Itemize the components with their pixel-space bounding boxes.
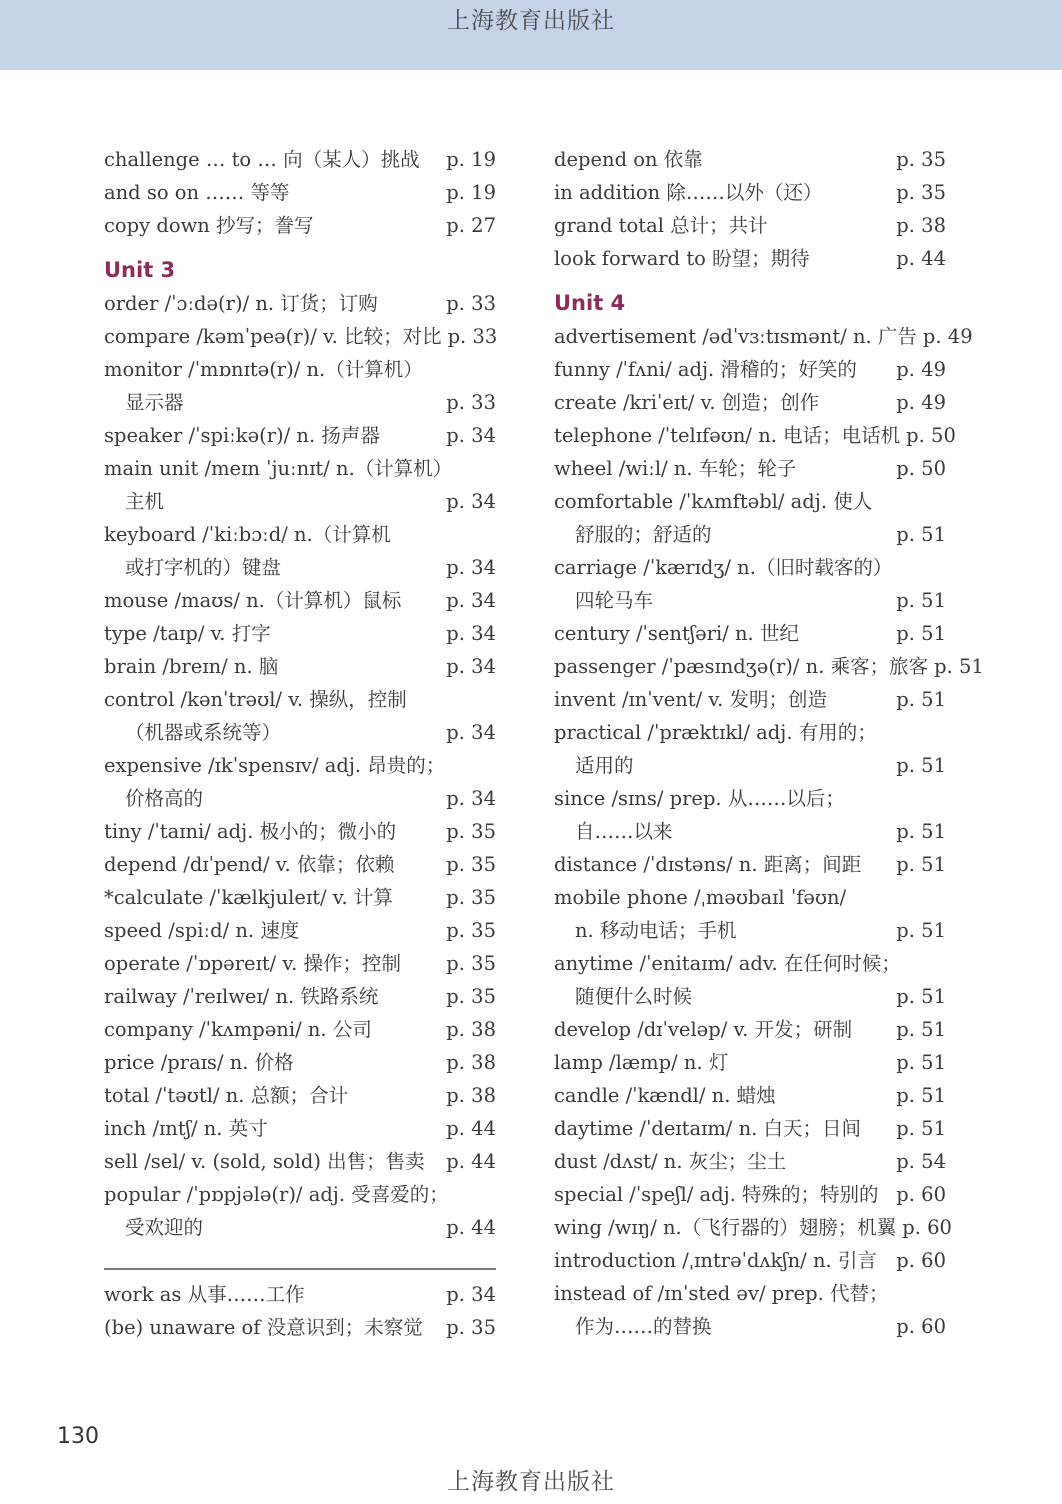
- vocab-row: [104, 419, 496, 452]
- vocab-page-ref: p. 60: [902, 1216, 952, 1239]
- vocab-row: [104, 980, 496, 1013]
- vocab-row: [104, 287, 496, 320]
- vocab-term: century /ˈsentʃəri/ n. 世纪: [554, 622, 799, 645]
- vocab-page-ref: p. 35: [446, 820, 496, 843]
- vocab-page-ref: p. 35: [896, 148, 946, 171]
- vocab-row: [554, 518, 946, 551]
- vocab-term: (be) unaware of 没意识到；未察觉: [104, 1316, 423, 1339]
- vocab-term: special /ˈspeʃl/ adj. 特殊的；特别的: [554, 1183, 879, 1206]
- vocab-term: control /kənˈtrəʊl/ v. 操纵，控制: [104, 688, 407, 711]
- vocab-row: [104, 716, 496, 749]
- vocab-term: 随便什么时候: [575, 985, 693, 1008]
- vocab-row: [104, 1046, 496, 1079]
- vocab-row: [104, 848, 496, 881]
- vocab-term: 作为……的替换: [575, 1315, 712, 1338]
- vocab-term: mouse /maʊs/ n.（计算机）鼠标: [104, 589, 402, 612]
- vocab-row: [554, 1145, 946, 1178]
- vocab-row: [104, 584, 496, 617]
- vocab-row: [554, 209, 946, 242]
- vocab-row: [104, 320, 496, 353]
- vocab-term: candle /ˈkændl/ n. 蜡烛: [554, 1084, 776, 1107]
- vocab-term: speed /spiːd/ n. 速度: [104, 919, 300, 942]
- vocab-page-ref: p. 35: [446, 886, 496, 909]
- vocab-page-ref: p. 38: [446, 1051, 496, 1074]
- vocab-page-ref: p. 35: [446, 1316, 496, 1339]
- vocab-term: depend /dɪˈpend/ v. 依靠；依赖: [104, 853, 395, 876]
- vocab-page-ref: p. 38: [446, 1084, 496, 1107]
- vocab-page-ref: p. 54: [896, 1150, 946, 1173]
- vocab-page-ref: p. 38: [896, 214, 946, 237]
- vocab-row: [104, 947, 496, 980]
- vocab-row: [554, 485, 946, 518]
- vocab-row: [104, 1211, 496, 1244]
- right-column: [554, 143, 984, 1343]
- vocab-term: work as 从事……工作: [104, 1283, 305, 1306]
- vocab-row: [554, 749, 946, 782]
- section-divider: [104, 1268, 496, 1270]
- vocab-term: operate /ˈɒpəreɪt/ v. 操作；控制: [104, 952, 402, 975]
- vocab-page-ref: p. 44: [446, 1117, 496, 1140]
- vocab-row: [104, 782, 496, 815]
- vocab-term: tiny /ˈtaɪni/ adj. 极小的；微小的: [104, 820, 397, 843]
- publisher-footer: 上海教育出版社: [447, 1469, 615, 1495]
- vocab-term: telephone /ˈtelɪfəʊn/ n. 电话；电话机: [554, 424, 901, 447]
- vocab-row: [554, 1079, 946, 1112]
- vocab-page-ref: p. 44: [896, 247, 946, 270]
- unit-3-vocab-list: [104, 287, 496, 1244]
- vocab-row: [554, 1211, 952, 1244]
- vocab-page-ref: p. 49: [896, 358, 946, 381]
- vocab-row: [554, 1046, 946, 1079]
- vocab-page-ref: p. 51: [896, 919, 946, 942]
- vocab-page-ref: p. 51: [896, 985, 946, 1008]
- vocab-row: [104, 551, 496, 584]
- vocab-page-ref: p. 44: [446, 1150, 496, 1173]
- vocab-page-ref: p. 35: [446, 853, 496, 876]
- vocab-row: [104, 914, 496, 947]
- vocab-row: [554, 782, 946, 815]
- vocab-page-ref: p. 33: [446, 391, 496, 414]
- vocab-row: [104, 1311, 496, 1344]
- vocab-term: main unit /meɪn ˈjuːnɪt/ n.（计算机）: [104, 457, 453, 480]
- vocab-row: [554, 815, 946, 848]
- vocab-term: monitor /ˈmɒnɪtə(r)/ n.（计算机）: [104, 358, 423, 381]
- vocab-page-ref: p. 51: [896, 1117, 946, 1140]
- vocab-term: grand total 总计；共计: [554, 214, 768, 237]
- vocab-row: [554, 650, 984, 683]
- vocab-term: sell /sel/ v. (sold, sold) 出售；售卖: [104, 1150, 425, 1173]
- vocab-row: [554, 242, 946, 275]
- vocab-row: [104, 815, 496, 848]
- vocab-term: develop /dɪˈveləp/ v. 开发；研制: [554, 1018, 853, 1041]
- vocab-page-ref: p. 34: [446, 787, 496, 810]
- vocab-term: invent /ɪnˈvent/ v. 发明；创造: [554, 688, 827, 711]
- vocab-row: [554, 1013, 946, 1046]
- vocab-page-ref: p. 34: [446, 721, 496, 744]
- vocab-row: [554, 419, 956, 452]
- vocab-row: [104, 485, 496, 518]
- page-number: 130: [57, 1424, 99, 1449]
- vocab-term: popular /ˈpɒpjələ(r)/ adj. 受喜爱的；: [104, 1183, 449, 1206]
- vocab-row: [554, 452, 946, 485]
- unit-4-vocab-list: [554, 320, 984, 1343]
- left-intro-list: [104, 143, 496, 242]
- vocab-term: keyboard /ˈkiːbɔːd/ n.（计算机: [104, 523, 391, 546]
- vocab-term: type /taɪp/ v. 打字: [104, 622, 271, 645]
- vocab-term: 自……以来: [575, 820, 673, 843]
- vocab-page-ref: p. 33: [446, 292, 496, 315]
- vocab-page-ref: p. 49: [922, 325, 973, 348]
- vocab-term: order /ˈɔːdə(r)/ n. 订货；订购: [104, 292, 378, 315]
- vocab-row: [104, 1278, 496, 1311]
- vocab-page-ref: p. 51: [896, 820, 946, 843]
- vocab-term: inch /ɪntʃ/ n. 英寸: [104, 1117, 268, 1140]
- vocab-page-ref: p. 49: [896, 391, 946, 414]
- vocab-page-ref: p. 34: [446, 1283, 496, 1306]
- vocab-page-ref: p. 60: [896, 1249, 946, 1272]
- vocab-term: mobile phone /ˌməʊbaɪl ˈfəʊn/: [554, 886, 847, 909]
- vocab-term: 或打字机的）键盘: [125, 556, 282, 579]
- vocab-term: （机器或系统等）: [125, 721, 282, 744]
- vocab-term: instead of /ɪnˈsted əv/ prep. 代替；: [554, 1282, 889, 1305]
- vocab-page-ref: p. 19: [446, 181, 496, 204]
- vocab-row: [554, 143, 946, 176]
- vocab-term: 主机: [125, 490, 165, 513]
- vocab-page-ref: p. 51: [896, 1018, 946, 1041]
- vocab-term: and so on …… 等等: [104, 181, 290, 204]
- vocab-page-ref: p. 50: [906, 424, 956, 447]
- vocab-term: 受欢迎的: [125, 1216, 204, 1239]
- vocab-row: [104, 143, 496, 176]
- vocab-term: n. 移动电话；手机: [575, 919, 737, 942]
- vocab-page-ref: p. 34: [446, 622, 496, 645]
- vocab-page-ref: p. 38: [446, 1018, 496, 1041]
- vocab-page-ref: p. 51: [896, 754, 946, 777]
- vocab-page-ref: p. 33: [447, 325, 498, 348]
- vocab-term: anytime /ˈenitaɪm/ adv. 在任何时候；: [554, 952, 901, 975]
- vocab-term: 显示器: [125, 391, 184, 414]
- vocab-row: [554, 1178, 946, 1211]
- vocab-term: wheel /wiːl/ n. 车轮；轮子: [554, 457, 797, 480]
- vocab-term: challenge … to … 向（某人）挑战: [104, 148, 420, 171]
- vocab-term: total /ˈtəʊtl/ n. 总额；合计: [104, 1084, 349, 1107]
- vocab-row: [554, 1277, 946, 1310]
- vocab-term: *calculate /ˈkælkjuleɪt/ v. 计算: [104, 886, 393, 909]
- vocab-row: [554, 584, 946, 617]
- vocab-term: since /sɪns/ prep. 从……以后；: [554, 787, 845, 810]
- vocab-page-ref: p. 51: [934, 655, 984, 678]
- vocab-term: depend on 依靠: [554, 148, 703, 171]
- vocab-page-ref: p. 34: [446, 589, 496, 612]
- vocab-term: 舒服的；舒适的: [575, 523, 712, 546]
- vocab-term: compare /kəmˈpeə(r)/ v. 比较；对比: [104, 325, 442, 348]
- vocab-row: [104, 881, 496, 914]
- vocab-page-ref: p. 51: [896, 1084, 946, 1107]
- vocab-term: advertisement /ədˈvɜːtɪsmənt/ n. 广告: [554, 325, 917, 348]
- vocab-row: [554, 980, 946, 1013]
- vocab-term: in addition 除……以外（还）: [554, 181, 823, 204]
- vocab-term: distance /ˈdɪstəns/ n. 距离；间距: [554, 853, 862, 876]
- vocab-row: [554, 617, 946, 650]
- vocab-page-ref: p. 51: [896, 523, 946, 546]
- vocab-row: [554, 881, 946, 914]
- vocab-page-ref: p. 34: [446, 490, 496, 513]
- vocab-row: [104, 353, 496, 386]
- vocab-row: [104, 650, 496, 683]
- vocab-row: [554, 914, 946, 947]
- vocab-row: [104, 1112, 496, 1145]
- vocab-row: [104, 1079, 496, 1112]
- vocab-term: create /kriˈeɪt/ v. 创造；创作: [554, 391, 820, 414]
- vocab-page-ref: p. 51: [896, 1051, 946, 1074]
- vocab-row: [104, 209, 496, 242]
- publisher-header: 上海教育出版社: [447, 8, 615, 34]
- vocab-row: [104, 176, 496, 209]
- vocab-page-ref: p. 34: [446, 556, 496, 579]
- vocab-page-ref: p. 27: [446, 214, 496, 237]
- vocab-page-ref: p. 51: [896, 622, 946, 645]
- vocab-page-ref: p. 51: [896, 688, 946, 711]
- vocab-term: wing /wɪŋ/ n.（飞行器的）翅膀；机翼: [554, 1216, 897, 1239]
- vocab-term: 价格高的: [125, 787, 204, 810]
- vocab-term: 四轮马车: [575, 589, 654, 612]
- unit-3-phrase-list: [104, 1278, 496, 1344]
- unit-3-heading: Unit 3: [104, 258, 176, 282]
- unit-4-heading: Unit 4: [554, 291, 626, 315]
- vocab-term: 适用的: [575, 754, 634, 777]
- vocab-term: company /ˈkʌmpəni/ n. 公司: [104, 1018, 372, 1041]
- left-column: [104, 143, 496, 1344]
- vocab-term: daytime /ˈdeɪtaɪm/ n. 白天；日间: [554, 1117, 862, 1140]
- vocab-page-ref: p. 35: [896, 181, 946, 204]
- vocab-page-ref: p. 35: [446, 952, 496, 975]
- vocab-row: [104, 617, 496, 650]
- vocab-page-ref: p. 19: [446, 148, 496, 171]
- vocab-row: [104, 518, 496, 551]
- vocab-row: [104, 749, 496, 782]
- vocab-term: look forward to 盼望；期待: [554, 247, 810, 270]
- vocab-term: speaker /ˈspiːkə(r)/ n. 扬声器: [104, 424, 380, 447]
- vocab-term: lamp /læmp/ n. 灯: [554, 1051, 729, 1074]
- vocab-page-ref: p. 60: [896, 1183, 946, 1206]
- vocab-row: [554, 551, 946, 584]
- vocab-term: copy down 抄写；誊写: [104, 214, 314, 237]
- vocab-row: [554, 386, 946, 419]
- vocab-term: passenger /ˈpæsɪndʒə(r)/ n. 乘客；旅客: [554, 655, 929, 678]
- vocab-term: funny /ˈfʌni/ adj. 滑稽的；好笑的: [554, 358, 857, 381]
- vocab-page-ref: p. 44: [446, 1216, 496, 1239]
- vocab-page-ref: p. 35: [446, 985, 496, 1008]
- vocab-page-ref: p. 51: [896, 589, 946, 612]
- vocab-row: [104, 683, 496, 716]
- vocab-row: [554, 716, 946, 749]
- vocab-term: brain /breɪn/ n. 脑: [104, 655, 279, 678]
- vocab-page-ref: p. 34: [446, 424, 496, 447]
- vocab-row: [554, 1244, 946, 1277]
- vocab-row: [554, 320, 973, 353]
- vocab-row: [554, 1310, 946, 1343]
- vocab-row: [554, 1112, 946, 1145]
- vocab-page-ref: p. 34: [446, 655, 496, 678]
- vocab-row: [104, 1013, 496, 1046]
- vocab-term: price /praɪs/ n. 价格: [104, 1051, 294, 1074]
- vocab-row: [104, 452, 496, 485]
- vocab-term: practical /ˈpræktɪkl/ adj. 有用的；: [554, 721, 877, 744]
- vocab-row: [104, 1145, 496, 1178]
- vocab-term: dust /dʌst/ n. 灰尘；尘土: [554, 1150, 787, 1173]
- vocab-page-ref: p. 51: [896, 853, 946, 876]
- vocab-row: [104, 1178, 496, 1211]
- vocab-term: railway /ˈreɪlweɪ/ n. 铁路系统: [104, 985, 379, 1008]
- vocab-row: [554, 683, 946, 716]
- vocab-term: comfortable /ˈkʌmftəbl/ adj. 使人: [554, 490, 873, 513]
- vocab-term: carriage /ˈkærɪdʒ/ n.（旧时载客的）: [554, 556, 893, 579]
- vocab-term: expensive /ɪkˈspensɪv/ adj. 昂贵的；: [104, 754, 446, 777]
- vocab-term: introduction /ˌɪntrəˈdʌkʃn/ n. 引言: [554, 1249, 877, 1272]
- vocab-row: [554, 848, 946, 881]
- vocab-page-ref: p. 35: [446, 919, 496, 942]
- right-intro-list: [554, 143, 946, 275]
- vocab-row: [104, 386, 496, 419]
- vocab-page-ref: p. 60: [896, 1315, 946, 1338]
- vocab-page-ref: p. 50: [896, 457, 946, 480]
- vocab-row: [554, 947, 946, 980]
- vocab-row: [554, 176, 946, 209]
- vocab-row: [554, 353, 946, 386]
